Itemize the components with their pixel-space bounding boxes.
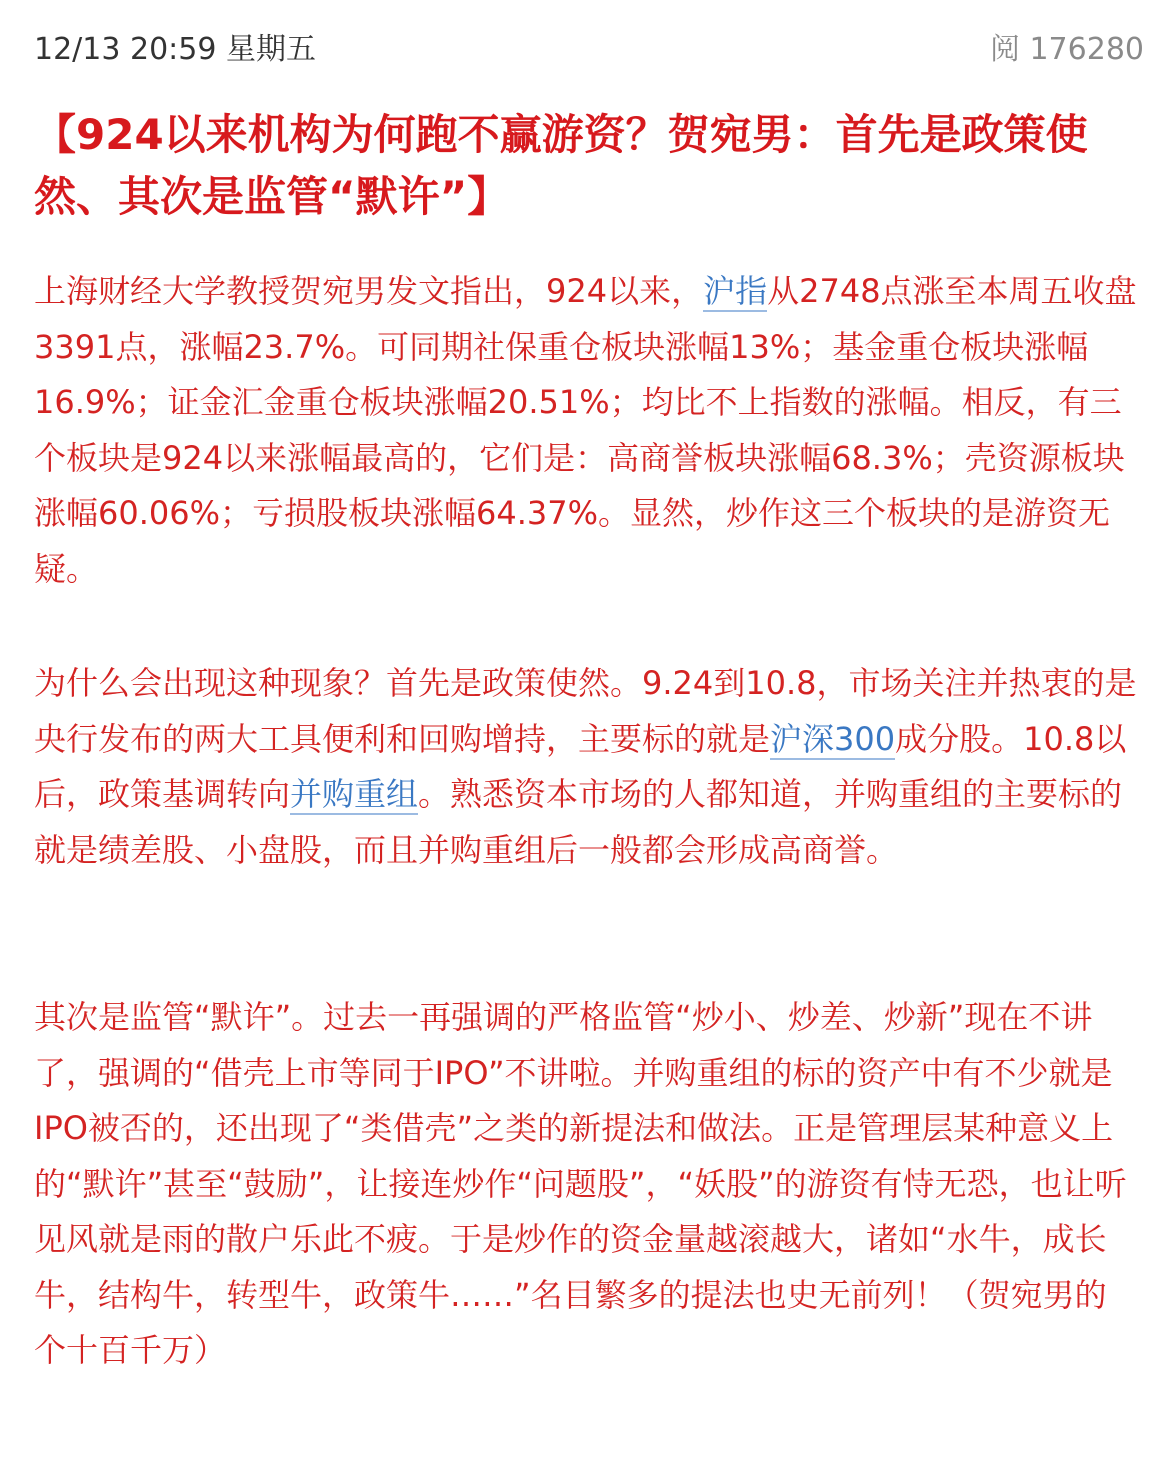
- paragraph-text: 从2748点涨至本周五收盘3391点，涨幅23.7%。可同期社保重仓板块涨幅13%；基金重仓板块涨幅16.9%；证金汇金重仓板块涨幅20.51%；均比不上指数的涨幅。相反，有三个板块是924以来涨幅最高的，它们是：高商誉板块涨幅68.3%；壳资源板块涨幅60.06%；亏损股板块涨幅64.37%。显然，炒作这三个板块的是游资无疑。: [34, 272, 1137, 588]
- view-count: 阅 176280: [989, 32, 1144, 67]
- post-timestamp: 12/13 20:59 星期五: [34, 32, 316, 67]
- topic-link-mergers[interactable]: 并购重组: [290, 775, 419, 813]
- paragraph-text: 上海财经大学教授贺宛男发文指出，924以来，: [34, 272, 704, 310]
- paragraph-text: 为什么会出现这种现象？首先是政策使然。9.24到10.8，市场关注并热衷的是央行发布的两大工具便利和回购增持，主要标的就是: [34, 664, 1137, 758]
- status-header: [0, 0, 1172, 100]
- article-title: 【924以来机构为何跑不赢游资？贺宛男：首先是政策使然、其次是监管“默许”】: [34, 110, 1088, 221]
- article-paragraph: [34, 264, 1138, 597]
- topic-link-csi300[interactable]: 沪深300: [770, 719, 896, 758]
- paragraph-text: 。熟悉资本市场的人都知道，并购重组的主要标的就是绩差股、小盘股，而且并购重组后一般都会形成高商誉。: [34, 775, 1123, 869]
- topic-link-shanghai-index[interactable]: 沪指: [703, 272, 768, 310]
- paragraph-text: 其次是监管“默许”。过去一再强调的严格监管“炒小、炒差、炒新”现在不讲了，强调的“借壳上市等同于IPO”不讲啦。并购重组的标的资产中有不少就是IPO被否的，还出现了“类借壳”之类的新提法和做法。正是管理层某种意义上的“默许”甚至“鼓励”，让接连炒作“问题股”，“妖股”的游资有恃无恐，也让听见风就是雨的散户乐此不疲。于是炒作的资金量越滚越大，诸如“水牛，成长牛，结构牛，转型牛，政策牛……”名目繁多的提法也史无前列！（贺宛男的个十百千万）: [34, 998, 1127, 1369]
- paragraph-text: 成分股。10.8以后，政策基调转向: [34, 719, 1127, 813]
- article-paragraph: [34, 990, 1138, 1379]
- article-paragraph: [34, 656, 1138, 878]
